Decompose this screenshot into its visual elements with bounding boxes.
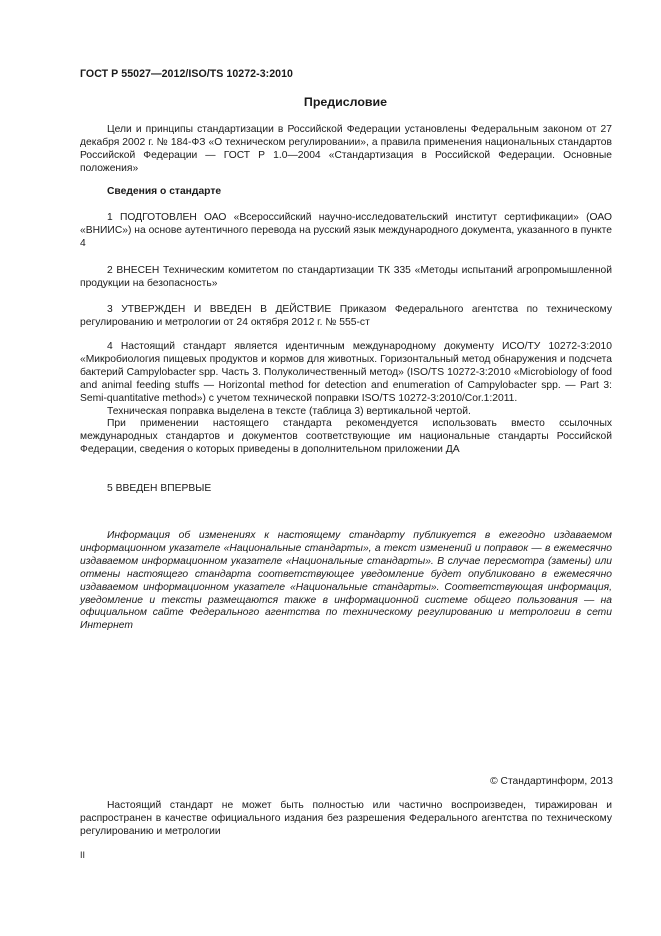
intro-paragraph: Цели и принципы стандартизации в Российской Федерации установлены Федеральным законом от 27 декабря 2002 г. № 184-ФЗ «О техническом регулировании», а правила применения национальных стандартов Российской Федерации — ГОСТ Р 1.0—2004 «Стандартизация в Российской Федерации. Основные положения» <box>80 124 612 174</box>
item-4-note-references: При применении настоящего стандарта рекомендуется использовать вместо ссылочных международных стандартов и документов соответствующие им национальные стандарты Российской Федерации, сведения о которых приведены в дополнительном приложении ДА <box>80 418 612 456</box>
copyright-line: © Стандартинформ, 2013 <box>490 776 613 787</box>
item-4-paragraph: 4 Настоящий стандарт является идентичным международному документу ИСО/ТУ 10272-3:2010 «Микробиология пищевых продуктов и кормов для животных. Горизонтальный метод обнаружения и подсчета бактерий Campylobacter spp. Часть 3. Полуколичественный метод» (ISO/TS 10272-3:2010 «Microbiology of food and animal feeding stuffs — Horizontal method for detection and enumeration of Campylobacter spp. — Part 3: Semi-quantitative method») с учетом технической поправки ISO/TS 10272-3:2010/Cor.1:2011. <box>80 341 612 404</box>
standard-code-header: ГОСТ Р 55027—2012/ISO/TS 10272-3:2010 <box>80 68 293 80</box>
section-heading: Сведения о стандарте <box>107 186 222 197</box>
item-5-paragraph: 5 ВВЕДЕН ВПЕРВЫЕ <box>107 483 212 494</box>
page-title: Предисловие <box>303 95 388 109</box>
info-notice-paragraph: Информация об изменениях к настоящему стандарту публикуется в ежегодно издаваемом информационном указателе «Национальные стандарты», а текст изменений и поправок — в ежемесячно издаваемом информационном указателе «Национальные стандарты». В случае пересмотра (замены) или отмены настоящего стандарта соответствующее уведомление будет опубликовано в ежемесячно издаваемом информационном указателе «Национальные стандарты». Соответствующая информация, уведомление и тексты размещаются также в информационной системе общего пользования — на официальном сайте Федерального агентства по техническому регулированию и метрологии в сети Интернет <box>80 530 612 632</box>
item-4-block <box>80 341 612 457</box>
item-2-paragraph: 2 ВНЕСЕН Техническим комитетом по стандартизации ТК 335 «Методы испытаний агропромышленной продукции на безопасность» <box>80 265 612 289</box>
item-1-paragraph: 1 ПОДГОТОВЛЕН ОАО «Всероссийский научно-исследовательский институт сертификации» (ОАО «ВНИИС») на основе аутентичного перевода на русский язык международного документа, указанного в пункте 4 <box>80 212 612 249</box>
page-number: II <box>80 850 86 860</box>
reproduction-notice: Настоящий стандарт не может быть полностью или частично воспроизведен, тиражирован и распространен в качестве официального издания без разрешения Федерального агентства по техническому регулированию и метрологии <box>80 800 612 837</box>
item-3-paragraph: 3 УТВЕРЖДЕН И ВВЕДЕН В ДЕЙСТВИЕ Приказом Федерального агентства по техническому регулированию и метрологии от 24 октября 2012 г. № 555-ст <box>80 304 612 328</box>
item-4-note-correction: Техническая поправка выделена в тексте (таблица 3) вертикальной чертой. <box>107 405 471 417</box>
